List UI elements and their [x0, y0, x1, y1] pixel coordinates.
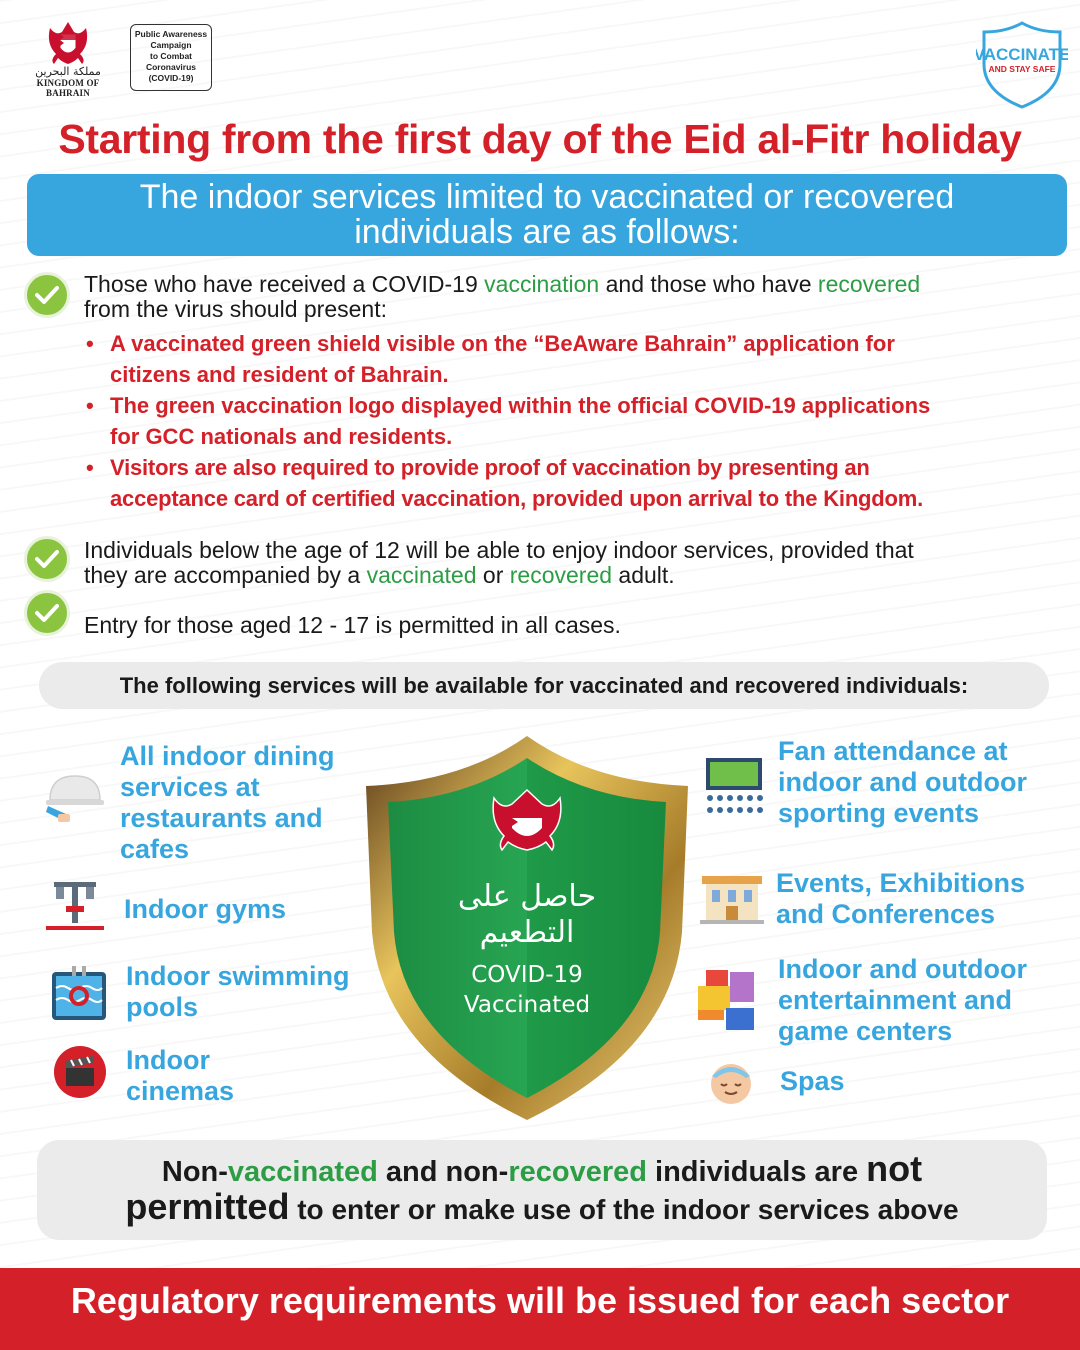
- point-aged-12-17: Entry for those aged 12 - 17 is permitted in all cases.: [84, 612, 621, 638]
- service-sporting-events: [778, 736, 1027, 829]
- shield-arabic-line-2: التطعيم: [479, 915, 575, 950]
- list-item: [84, 452, 1074, 514]
- badge-title: VACCINATE: [976, 45, 1068, 64]
- notice-emphasis-not: not: [866, 1148, 923, 1189]
- service-label: Spas: [780, 1066, 845, 1096]
- service-label: Fan attendance at: [778, 736, 1008, 766]
- indoor-services-banner: [27, 174, 1067, 256]
- swimming-pool-icon: [50, 966, 108, 1022]
- service-label: indoor and outdoor: [778, 767, 1027, 797]
- clapperboard-icon: [52, 1044, 108, 1100]
- checkmark-icon: [24, 590, 70, 636]
- service-cinemas: [126, 1045, 234, 1107]
- list-item: [84, 390, 1074, 452]
- bullet-line: for GCC nationals and residents.: [110, 424, 453, 449]
- service-label: cinemas: [126, 1076, 235, 1106]
- highlight-recovered: recovered: [817, 271, 921, 297]
- highlight-vaccinated: vaccinated: [366, 562, 477, 588]
- banner-line-1: The indoor services limited to vaccinated or recovered: [139, 178, 955, 216]
- shield-arabic-line-1: حاصل على: [457, 879, 597, 914]
- building-blocks-icon: [696, 968, 762, 1032]
- service-entertainment-centers: [778, 954, 1027, 1047]
- point-text: adult.: [612, 562, 675, 588]
- service-label: entertainment and: [778, 985, 1013, 1015]
- bullet-line: • Visitors are also required to provide proof of vaccination by presenting an: [110, 455, 870, 480]
- service-label: game centers: [778, 1016, 953, 1046]
- service-events-exhibitions: [776, 868, 1025, 930]
- point-text: or: [476, 562, 510, 588]
- kingdom-arabic-name: مملكة البحرين: [35, 65, 101, 78]
- bahrain-emblem-icon: [44, 18, 92, 66]
- shield-english-line-2: Vaccinated: [463, 992, 591, 1018]
- service-label: and Conferences: [776, 899, 996, 929]
- highlight-recovered: recovered: [508, 1156, 647, 1188]
- badge-subtitle: AND STAY SAFE: [988, 64, 1056, 74]
- footer-banner: Regulatory requirements will be issued for each sector: [0, 1268, 1080, 1350]
- bullet-line: acceptance card of certified vaccination, provided upon arrival to the Kingdom.: [110, 486, 924, 511]
- stadium-icon: [702, 756, 766, 818]
- point-text: they are accompanied by a: [84, 562, 367, 588]
- campaign-line: to Combat: [149, 51, 193, 61]
- service-label: restaurants and: [120, 803, 323, 833]
- point-text: Those who have received a COVID-19: [84, 271, 485, 297]
- requirements-list: [84, 328, 1074, 514]
- kingdom-of-bahrain-logo: [18, 18, 118, 98]
- point-text: Individuals below the age of 12 will be able to enjoy indoor services, provided that: [84, 537, 914, 563]
- service-label: Events, Exhibitions: [776, 868, 1026, 898]
- highlight-recovered: recovered: [509, 562, 613, 588]
- campaign-line: (COVID-19): [148, 73, 194, 83]
- bullet-line: • The green vaccination logo displayed within the official COVID-19 applications: [110, 393, 931, 418]
- kingdom-english-name: KINGDOM OF BAHRAIN: [36, 78, 100, 98]
- checkmark-icon: [24, 272, 70, 318]
- service-label: Indoor and outdoor: [778, 954, 1027, 984]
- notice-emphasis-permitted: permitted: [125, 1186, 290, 1227]
- campaign-line: Campaign: [150, 40, 192, 50]
- service-label: sporting events: [778, 798, 980, 828]
- page-title: Starting from the first day of the Eid al-Fitr holiday: [58, 116, 1022, 162]
- campaign-line: Public Awareness: [134, 29, 208, 39]
- banner-line-2: individuals are as follows:: [354, 213, 740, 251]
- bullet-line: citizens and resident of Bahrain.: [110, 362, 449, 387]
- highlight-vaccinated: vaccinated: [227, 1156, 378, 1188]
- service-gyms: [124, 894, 286, 925]
- notice-text: Non-: [161, 1156, 228, 1188]
- vaccinated-green-shield: [362, 732, 692, 1124]
- campaign-line: Coronavirus: [145, 62, 197, 72]
- gym-machine-icon: [44, 878, 106, 934]
- exhibition-building-icon: [700, 870, 764, 926]
- notice-text: individuals are: [646, 1156, 867, 1188]
- list-item: [84, 328, 1074, 390]
- not-permitted-notice: [37, 1140, 1047, 1240]
- service-label: All indoor dining: [120, 741, 335, 771]
- service-dining: [120, 741, 334, 865]
- point-vaccinated-recovered: [84, 272, 1064, 322]
- service-label: cafes: [120, 834, 190, 864]
- spa-face-icon: [706, 1058, 756, 1106]
- public-awareness-campaign-badge: [130, 24, 212, 91]
- service-spas: [780, 1066, 845, 1097]
- dining-cloche-icon: [44, 770, 106, 826]
- point-text: from the virus should present:: [84, 296, 387, 322]
- service-label: Indoor gyms: [124, 894, 287, 924]
- service-swimming-pools: [126, 961, 350, 1023]
- notice-text: to enter or make use of the indoor services above: [289, 1194, 959, 1225]
- bullet-line: • A vaccinated green shield visible on the “BeAware Bahrain” application for: [110, 331, 895, 356]
- notice-text: and non-: [377, 1156, 509, 1188]
- point-text: and those who have: [599, 271, 818, 297]
- vaccinate-stay-safe-badge: [976, 20, 1068, 110]
- services-heading: The following services will be available for vaccinated and recovered individuals:: [39, 662, 1049, 709]
- checkmark-icon: [24, 536, 70, 582]
- highlight-vaccination: vaccination: [484, 271, 600, 297]
- service-label: Indoor swimming: [126, 961, 350, 991]
- point-below-12: [84, 538, 1064, 588]
- service-label: pools: [126, 992, 198, 1022]
- vaccinate-shield-icon: [976, 20, 1068, 110]
- shield-english-line-1: COVID-19: [471, 962, 583, 988]
- service-label: services at: [120, 772, 260, 802]
- service-label: Indoor: [126, 1045, 210, 1075]
